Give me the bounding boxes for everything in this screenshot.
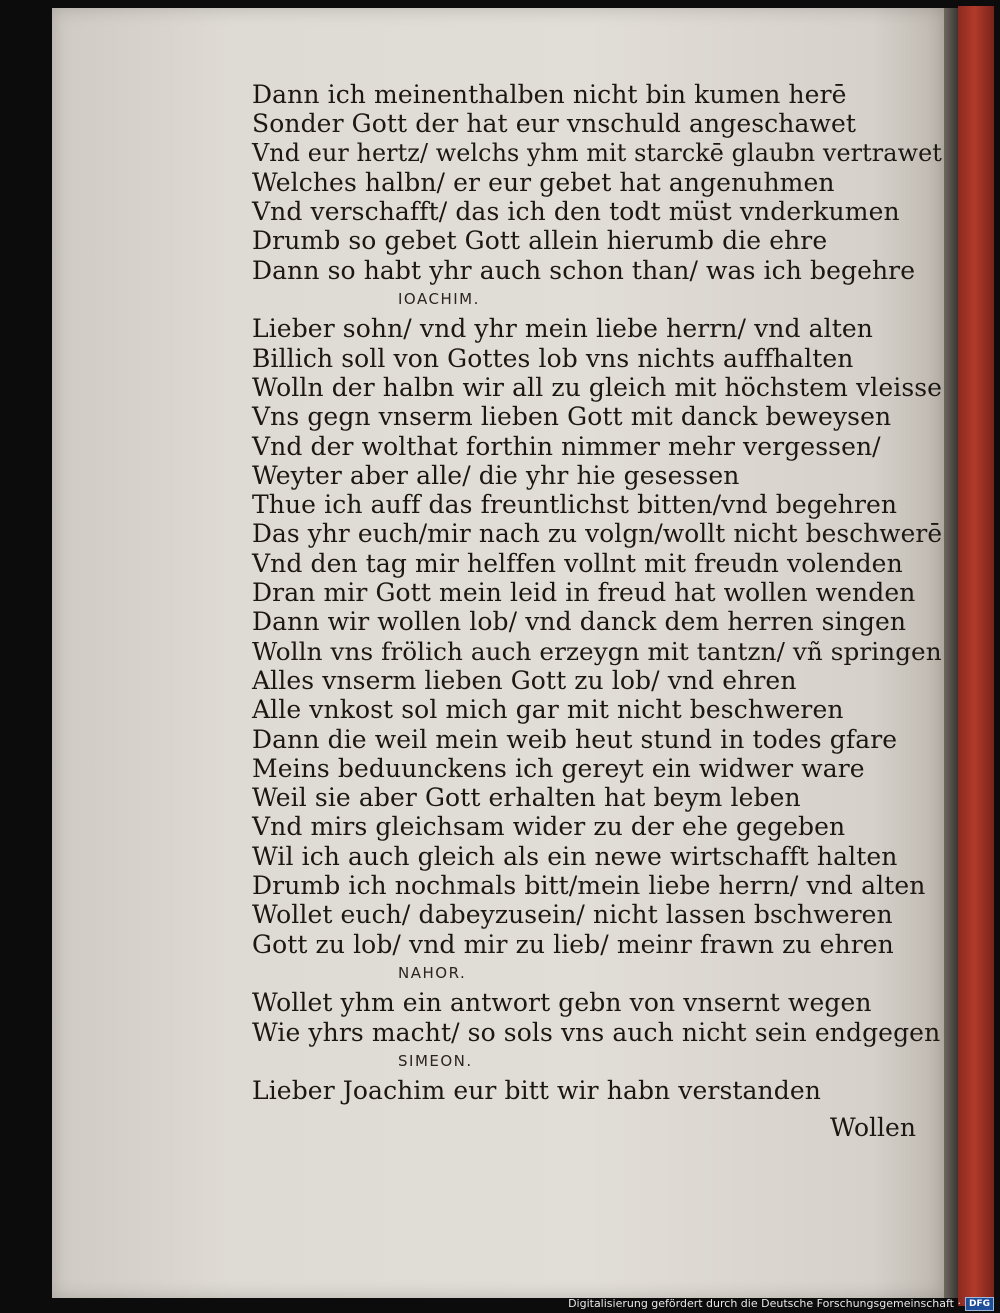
verse-line: Dann so habt yhr auch schon than/ was ich begehre [252, 255, 916, 285]
verse-line: Thue ich auff das freuntlichst bitten/vnd begehren [252, 490, 898, 520]
dfg-logo: DFG [965, 1297, 994, 1311]
verse-line: Vns gegn vnserm lieben Gott mit danck beweysen [252, 402, 892, 432]
text-block [252, 80, 942, 1105]
verse-line: Lieber Joachim eur bitt wir habn verstanden [252, 1076, 821, 1106]
verse-line: Wolln vns frölich auch erzeygn mit tantzn/ vñ springen [252, 636, 942, 666]
verse-line: Meins beduunckens ich gereyt ein widwer ware [252, 753, 865, 783]
catchword: Wollen [830, 1113, 916, 1142]
verse-line: Wil ich auch gleich als ein newe wirtschafft halten [252, 841, 898, 871]
verse-line: Drumb ich nochmals bitt/mein liebe herrn/ vnd alten [252, 871, 926, 901]
verse-line: Vnd eur hertz/ welchs yhm mit starckē glaubn vertrawet [252, 138, 942, 167]
speaker-name: IOACHIM. [398, 290, 480, 309]
verse-line: Weyter aber alle/ die yhr hie gesessen [252, 460, 740, 490]
verse-line: Sonder Gott der hat eur vnschuld angeschawet [252, 109, 857, 139]
red-bookmark-tab [958, 6, 994, 1306]
speaker-name: SIMEON. [398, 1051, 473, 1070]
verse-line: Alle vnkost sol mich gar mit nicht beschweren [252, 695, 844, 725]
verse-line: Vnd der wolthat forthin nimmer mehr vergessen/ [252, 431, 881, 461]
verse-line: Drumb so gebet Gott allein hierumb die ehre [252, 226, 828, 256]
footer [0, 1293, 1000, 1311]
verse-line: Vnd den tag mir helffen vollnt mit freudn volenden [252, 548, 903, 578]
verse-line: Wie yhrs macht/ so sols vns auch nicht sein endgegen [252, 1017, 941, 1047]
verse-line: Dann wir wollen lob/ vnd danck dem herren singen [252, 607, 907, 637]
verse-line: Vnd mirs gleichsam wider zu der ehe gegeben [252, 812, 846, 842]
verse-line: Billich soll von Gottes lob vns nichts auffhalten [252, 343, 854, 373]
verse-line: Alles vnserm lieben Gott zu lob/ vnd ehren [252, 665, 797, 695]
verse-line: Das yhr euch/mir nach zu volgn/wollt nicht beschwerē [252, 519, 943, 549]
verse-line: Dann ich meinenthalben nicht bin kumen herē [252, 80, 847, 109]
verse-line: Dran mir Gott mein leid in freud hat wollen wenden [252, 578, 916, 608]
verse-line: Wollet euch/ dabeyzusein/ nicht lassen bschweren [252, 900, 893, 930]
verse-line: Welches halbn/ er eur gebet hat angenuhmen [252, 167, 835, 197]
verse-line: Weil sie aber Gott erhalten hat beym leben [252, 783, 801, 813]
verse-line: Vnd verschafft/ das ich den todt müst vnderkumen [252, 197, 900, 227]
footer-credit: Digitalisierung gefördert durch die Deutsche Forschungsgemeinschaft · [568, 1297, 961, 1310]
verse-line: Wolln der halbn wir all zu gleich mit höchstem vleisse [252, 372, 943, 402]
verse-line: Gott zu lob/ vnd mir zu lieb/ meinr frawn zu ehren [252, 929, 894, 959]
speaker-name: NAHOR. [398, 963, 467, 982]
verse-line: Wollet yhm ein antwort gebn von vnsernt wegen [252, 988, 872, 1018]
page-edge [944, 8, 958, 1298]
verse-line: Dann die weil mein weib heut stund in todes gfare [252, 724, 898, 754]
verse-line: Lieber sohn/ vnd yhr mein liebe herrn/ vnd alten [252, 314, 873, 344]
